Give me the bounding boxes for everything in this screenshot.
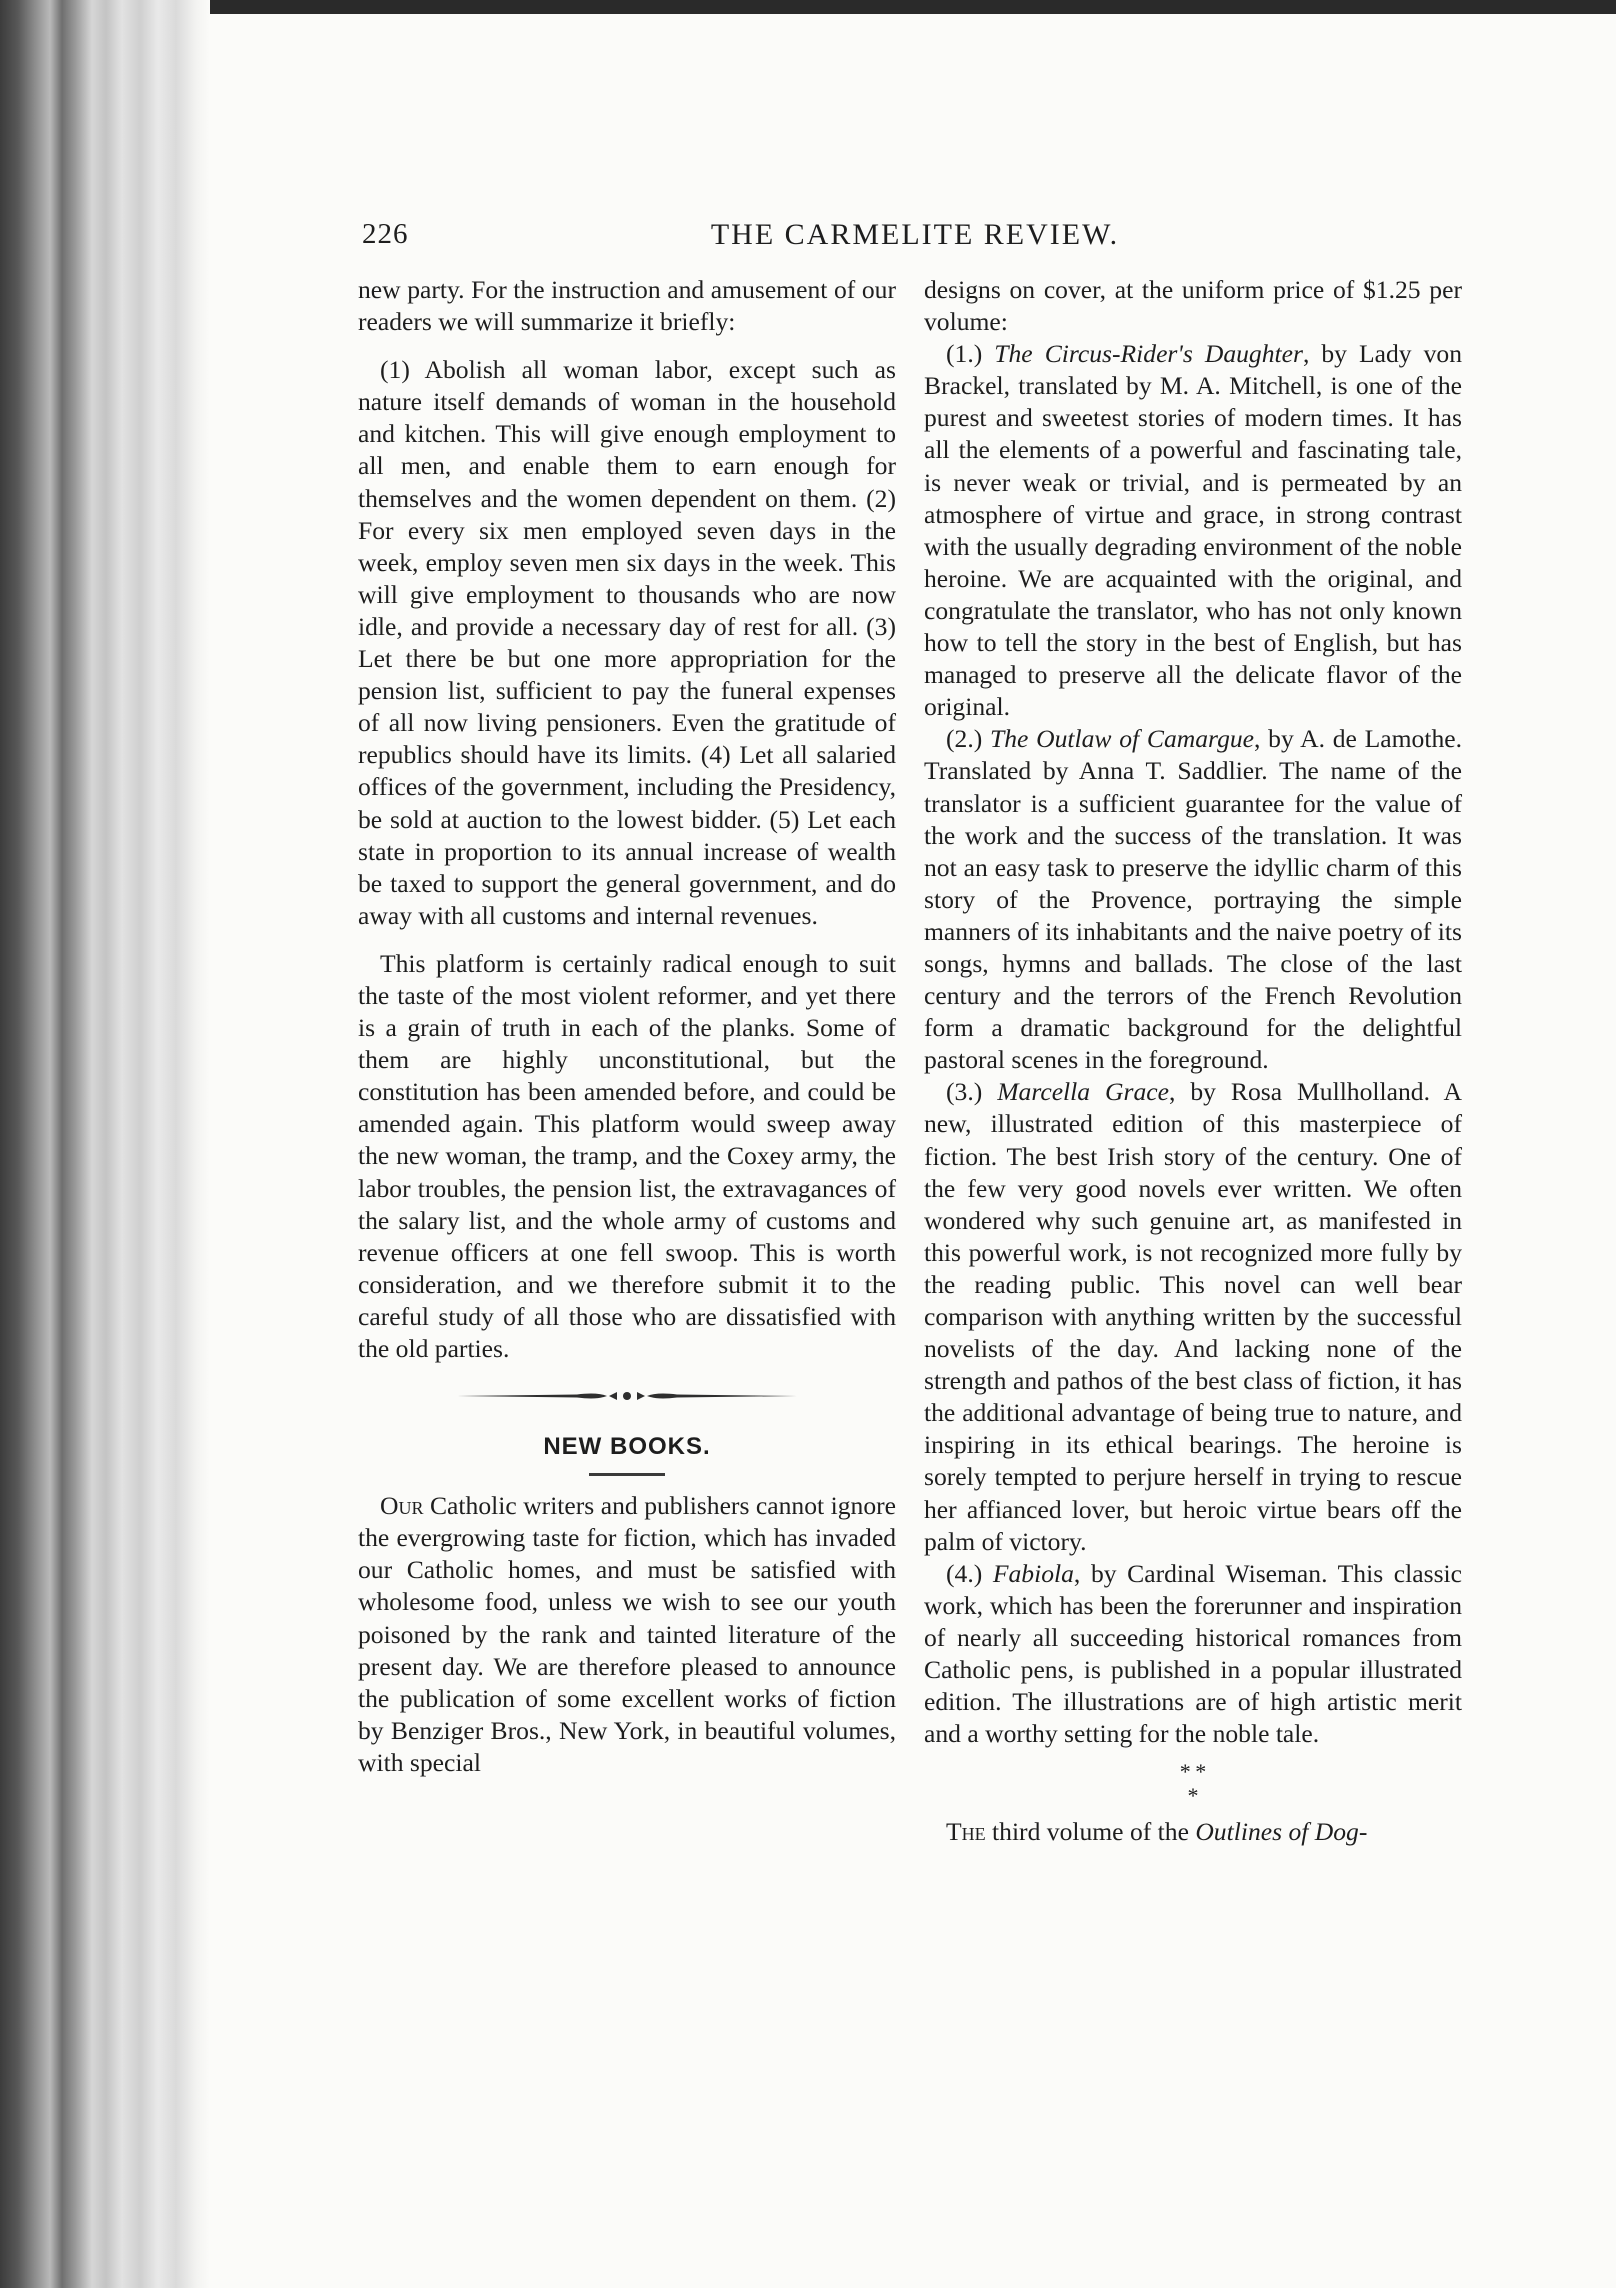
entry-text: , by A. de Lamothe. Translated by Anna T. Saddlier. The name of the translator is a sufficient guarantee for the value of the work and the success of the translation. It was not an easy task to preserve the idyllic charm of this story of the Provence, portraying the simple manners of its inhabitants and the naive poetry of its songs, hymns and ballads. The close of the last century and the terrors of the French Revolution form a dramatic background for the delightful pastoral scenes in the foreground. [924, 724, 1463, 1075]
ornamental-divider [457, 1387, 797, 1405]
paragraph-new-books [358, 1490, 896, 1779]
entry-number: (2.) [946, 724, 990, 754]
page-number: 226 [362, 218, 409, 250]
paragraph-outlines [924, 1816, 1462, 1848]
book-entry-1 [924, 338, 1462, 723]
book-page-edges [0, 0, 210, 2288]
paragraph-text: Catholic writers and publishers cannot ignore the evergrowing taste for fiction, which has invaded our Catholic homes, and must be satisfied with wholesome food, unless we wish to see our youth poisoned by the rank and tainted literature of the present day. We are therefore pleased to announce the publication of some excellent works of fiction by Benziger Bros., New York, in beautiful volumes, with special [358, 1491, 896, 1777]
book-title: The Circus-Rider's Daughter [994, 339, 1303, 369]
lead-word: The [946, 1817, 986, 1847]
scan-top-border [0, 0, 1616, 14]
book-entry-2 [924, 723, 1462, 1076]
paragraph-price: designs on cover, at the uniform price of $1.25 per volume: [924, 275, 1462, 337]
paragraph-platform: (1) Abolish all woman labor, except such as nature itself demands of woman in the household and kitchen. This will give enough employment to all men, and enable them to earn enough for themselves and the women dependent on them. (2) For every six men employed seven days in the week, employ seven men six days in the week. This will give employment to thousands who are now idle, and provide a necessary day of rest for all. (3) Let there be but one more appropriation for the pension list, sufficient to pay the funeral expenses of all now living pensioners. Even the gratitude of republics should have its limits. (4) Let all salaried offices of the government, including the Presidency, be sold at auction to the lowest bidder. (5) Let each state in proportion to its annual increase of wealth be taxed to support the general government, and do away with all customs and internal revenues. [358, 355, 896, 930]
heading-rule [589, 1473, 665, 1476]
section-heading-new-books: NEW BOOKS. [543, 1433, 711, 1461]
running-title: THE CARMELITE REVIEW. [710, 218, 1120, 251]
left-column [358, 274, 896, 1779]
paragraph-text: third volume of the [985, 1817, 1196, 1847]
entry-number: (4.) [946, 1558, 993, 1588]
book-title: Outlines of Dog- [1195, 1817, 1368, 1847]
right-column [924, 274, 1462, 1848]
entry-number: (1.) [946, 339, 995, 369]
book-entry-4 [924, 1558, 1462, 1751]
book-title: Marcella Grace [997, 1077, 1169, 1107]
book-title: The Outlaw of Camargue [990, 724, 1255, 754]
paragraph-intro: new party. For the instruction and amusement of our readers we will summarize it briefly: [358, 275, 896, 337]
entry-number: (3.) [946, 1077, 998, 1107]
book-entry-3 [924, 1076, 1462, 1557]
entry-text: , by Rosa Mullholland. A new, illustrated edition of this masterpiece of fiction. The best Irish story of the century. One of the few very good novels ever written. We often wondered why such genuine art, as manifested in this powerful work, is not recognized more fully by the reading public. This novel can well bear comparison with anything written by the successful novelists of the day. And lacking none of the strength and pathos of the best class of fiction, it has the additional advantage of being true to nature, and inspiring in its ethical bearings. The heroine is sorely tempted to perjure herself in trying to rescue her affianced lover, but heroic virtue bears off the palm of victory. [924, 1077, 1462, 1556]
paragraph-commentary: This platform is certainly radical enough to suit the taste of the most violent reformer, and yet there is a grain of truth in each of the planks. Some of them are highly unconstitutional, but the constitution has been amended before, and could be amended again. This platform would sweep away the new woman, the tramp, and the Coxey army, the labor troubles, the pension list, the extravagances of the salary list, and the whole army of customs and revenue officers at one fell swoop. This is worth consideration, and we therefore submit it to the careful study of all those who are dissatisfied with the old parties. [358, 948, 896, 1363]
book-title: Fabiola [992, 1558, 1074, 1588]
lead-word: Our [380, 1491, 424, 1521]
page-header [362, 218, 1468, 262]
asterism-divider: * * * [1179, 1759, 1207, 1809]
entry-text: , by Cardinal Wiseman. This classic work, which has been the forerunner and inspiration of nearly all succeeding historical romances from Catholic pens, is published in a popular illustrated edition. The illustrations are of high artistic merit and a worthy setting for the noble tale. [924, 1558, 1463, 1749]
entry-text: , by Lady von Brackel, translated by M. A. Mitchell, is one of the purest and sweetest stories of modern times. It has all the elements of a powerful and fascinating tale, is never weak or trivial, and is permeated by an atmosphere of virtue and grace, in strong contrast with the usually degrading environment of the noble heroine. We are acquainted with the original, and congratulate the translator, who has not only known how to tell the story in the best of English, but has managed to preserve all the delicate flavor of the original. [924, 339, 1463, 722]
